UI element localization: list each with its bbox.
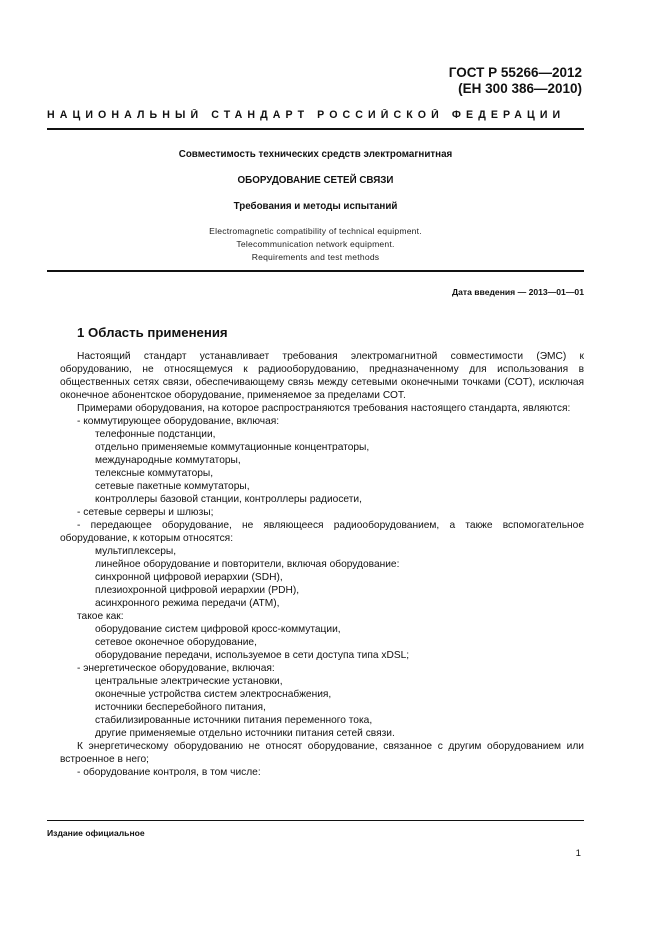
gost-number: ГОСТ Р 55266—2012 — [448, 65, 582, 80]
section-heading: 1 Область применения — [77, 325, 228, 340]
list-item: асинхронного режима передачи (АТМ), — [95, 598, 280, 609]
list-item-transmission: - передающее оборудование, не являющееся радиооборудованием, а также вспомогательное оборудование, к которым относятся: — [60, 520, 584, 544]
en-number: (ЕН 300 386—2010) — [458, 81, 582, 96]
list-item: синхронной цифровой иерархии (SDH), — [95, 572, 283, 583]
english-title-line-1: Electromagnetic compatibility of technical equipment. — [209, 226, 422, 236]
list-item-control: - оборудование контроля, в том числе: — [77, 767, 261, 778]
paragraph-energy-note: К энергетическому оборудованию не относят оборудование, связанное с другим оборудованием или встроенное в него; — [60, 741, 584, 765]
list-item: отдельно применяемые коммутационные концентраторы, — [95, 442, 370, 453]
footer-divider — [47, 820, 584, 821]
list-item: телексные коммутаторы, — [95, 468, 214, 479]
official-edition-label: Издание официальное — [47, 828, 145, 838]
list-item-servers: - сетевые серверы и шлюзы; — [77, 507, 214, 518]
list-item: плезиохронной цифровой иерархии (PDH), — [95, 585, 300, 596]
paragraph-scope: Настоящий стандарт устанавливает требования электромагнитной совместимости (ЭМС) к оборудованию, не относящемуся к радиооборудованию, предназначенному для использования в общественных сетях связи, обеспечивающему связь между сетевыми оконечными точками (СОТ), исключая оконечное абонентское оборудование, применяемое за пределами СОТ. — [60, 351, 584, 401]
title-line-3: Требования и методы испытаний — [233, 201, 398, 212]
list-item: телефонные подстанции, — [95, 429, 216, 440]
english-title-line-3: Requirements and test methods — [251, 252, 380, 262]
list-item: оборудование систем цифровой кросс-коммутации, — [95, 624, 341, 635]
list-item: мультиплексеры, — [95, 546, 177, 557]
list-item: международные коммутаторы, — [95, 455, 241, 466]
national-standard-banner: НАЦИОНАЛЬНЫЙ СТАНДАРТ РОССИЙСКОЙ ФЕДЕРАЦИИ — [47, 109, 566, 121]
page-number: 1 — [575, 848, 581, 859]
introduction-date: Дата введения — 2013—01—01 — [451, 287, 584, 297]
list-item: стабилизированные источники питания переменного тока, — [95, 715, 373, 726]
top-divider — [47, 128, 584, 130]
list-item: источники бесперебойного питания, — [95, 702, 266, 713]
title-divider — [47, 270, 584, 272]
english-title — [47, 225, 584, 264]
paragraph-examples: Примерами оборудования, на которое распространяются требования настоящего стандарта, являются: — [77, 403, 571, 414]
list-item-energy: - энергетическое оборудование, включая: — [77, 663, 275, 674]
section-body — [60, 350, 584, 779]
list-item: оборудование передачи, используемое в сети доступа типа xDSL; — [95, 650, 410, 661]
list-item: другие применяемые отдельно источники питания сетей связи. — [95, 728, 395, 739]
list-item-switching: - коммутирующее оборудование, включая: — [77, 416, 280, 427]
title-line-2: ОБОРУДОВАНИЕ СЕТЕЙ СВЯЗИ — [237, 175, 394, 186]
title-line-1: Совместимость технических средств электромагнитная — [178, 149, 453, 160]
such-as-label: такое как: — [77, 611, 124, 622]
list-item: сетевое оконечное оборудование, — [95, 637, 257, 648]
list-item: оконечные устройства систем электроснабжения, — [95, 689, 332, 700]
list-item: контроллеры базовой станции, контроллеры радиосети, — [95, 494, 362, 505]
english-title-line-2: Telecommunication network equipment. — [236, 239, 395, 249]
list-item: линейное оборудование и повторители, включая оборудование: — [95, 559, 400, 570]
list-item: центральные электрические установки, — [95, 676, 283, 687]
list-item: сетевые пакетные коммутаторы, — [95, 481, 250, 492]
